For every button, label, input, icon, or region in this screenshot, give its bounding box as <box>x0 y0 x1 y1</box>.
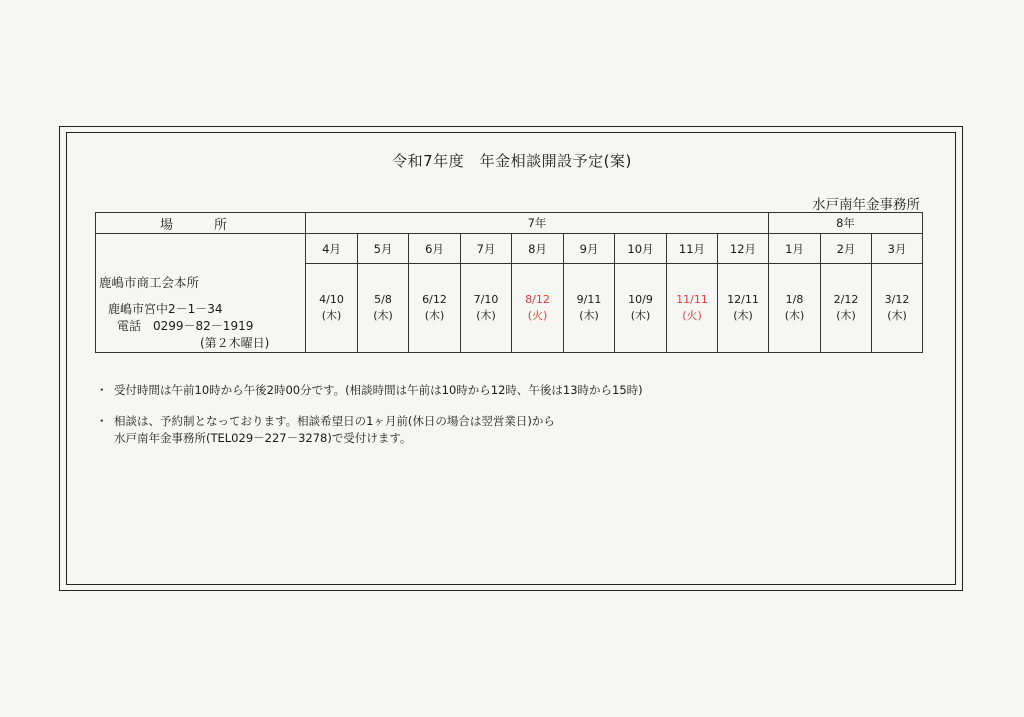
note-text: 相談は、予約制となっております。相談希望日の1ヶ月前(休日の場合は翌営業日)から <box>114 414 555 428</box>
date-cell <box>512 264 564 353</box>
year-header-r7: 7年 <box>306 213 769 234</box>
weekday: (木) <box>836 309 856 322</box>
month-header: 8月 <box>512 234 564 264</box>
bullet: ・ <box>96 414 108 428</box>
page-title: 令和7年度 年金相談開設予定(案) <box>392 152 632 170</box>
month-header: 3月 <box>872 234 923 264</box>
consultation-date: 7/10 <box>473 293 499 306</box>
consultation-date: 10/9 <box>628 293 653 306</box>
place-phone: 電話 0299－82－1919 <box>117 319 254 333</box>
month-header: 1月 <box>769 234 821 264</box>
date-cell <box>564 264 615 353</box>
consultation-date: 12/11 <box>727 293 759 306</box>
month-header: 11月 <box>667 234 718 264</box>
year-header-r8: 8年 <box>769 213 923 234</box>
weekday: (木) <box>424 309 445 322</box>
month-header: 12月 <box>718 234 769 264</box>
place-day-note: (第２木曜日) <box>200 336 270 350</box>
month-header: 2月 <box>821 234 872 264</box>
date-cell <box>615 264 667 353</box>
office-name: 水戸南年金事務所 <box>812 197 920 213</box>
date-cell <box>769 264 821 353</box>
month-header: 9月 <box>564 234 615 264</box>
consultation-date: 5/8 <box>374 293 392 306</box>
bullet: ・ <box>96 383 108 397</box>
consultation-date: 6/12 <box>422 293 447 306</box>
place-cell <box>96 234 306 353</box>
month-header: 4月 <box>306 234 358 264</box>
weekday: (木) <box>476 309 496 322</box>
month-header: 6月 <box>409 234 461 264</box>
consultation-date: 2/12 <box>833 293 859 306</box>
weekday: (火) <box>682 309 702 322</box>
place-address: 鹿嶋市宮中2－1－34 <box>108 302 223 316</box>
schedule-table <box>95 212 923 353</box>
month-header: 5月 <box>358 234 409 264</box>
weekday: (木) <box>784 309 805 322</box>
date-cell <box>667 264 718 353</box>
date-cell <box>821 264 872 353</box>
weekday: (木) <box>887 309 907 322</box>
date-cell <box>409 264 461 353</box>
consultation-date: 1/8 <box>785 293 804 306</box>
consultation-date: 11/11 <box>676 293 708 306</box>
consultation-date: 9/11 <box>576 293 602 306</box>
month-header: 7月 <box>461 234 512 264</box>
note-reservation <box>96 413 555 429</box>
consultation-date: 4/10 <box>319 293 344 306</box>
consultation-date: 8/12 <box>525 293 550 306</box>
month-header: 10月 <box>615 234 667 264</box>
date-cell <box>306 264 358 353</box>
place-header: 場 所 <box>96 213 306 234</box>
note-reception-hours <box>96 382 643 398</box>
date-cell <box>358 264 409 353</box>
weekday: (木) <box>373 309 393 322</box>
weekday: (火) <box>527 309 548 322</box>
consultation-date: 3/12 <box>884 293 910 306</box>
date-cell <box>872 264 923 353</box>
place-name: 鹿嶋市商工会本所 <box>99 275 200 290</box>
date-cell <box>461 264 512 353</box>
weekday: (木) <box>733 309 753 322</box>
weekday: (木) <box>630 309 651 322</box>
note-text: 受付時間は午前10時から午後2時00分です。(相談時間は午前は10時から12時、午後は13時から15時) <box>114 383 643 397</box>
weekday: (木) <box>321 309 342 322</box>
date-cell <box>718 264 769 353</box>
weekday: (木) <box>579 309 599 322</box>
note-reservation-contact: 水戸南年金事務所(TEL029－227－3278)で受付けます。 <box>114 431 412 445</box>
